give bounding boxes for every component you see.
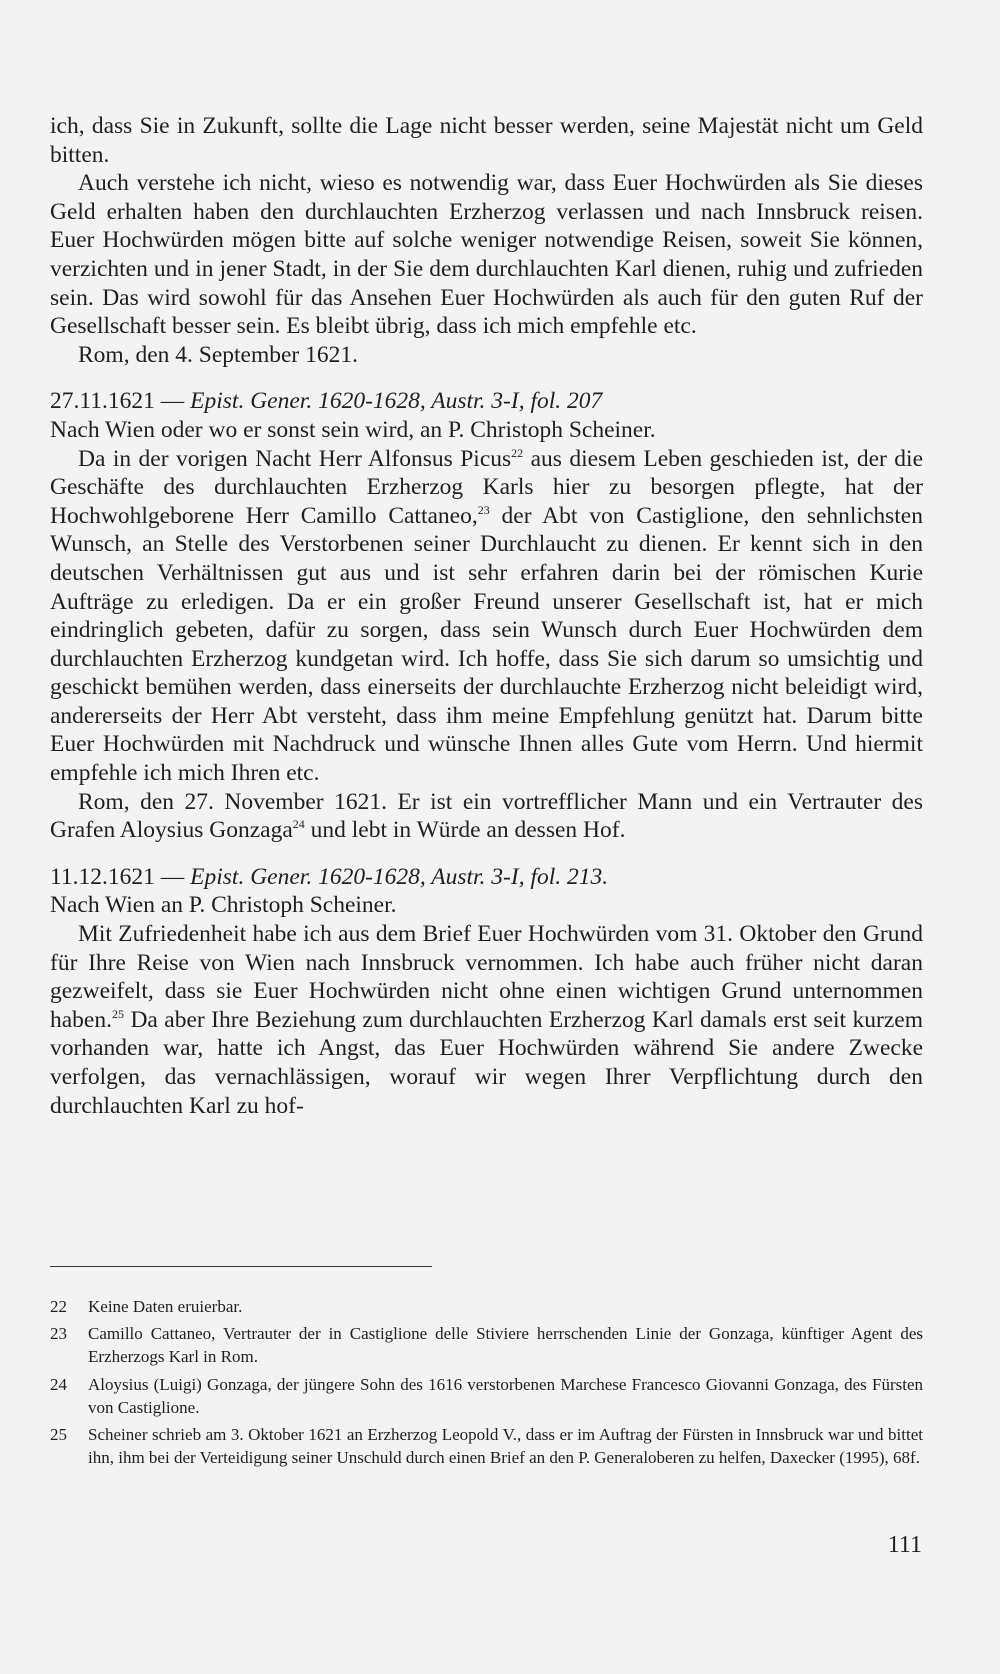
footnote-ref[interactable]: 23: [477, 502, 490, 517]
footnote: [50, 1322, 923, 1368]
footnote-text: Scheiner schrieb am 3. Oktober 1621 an Erzherzog Leopold V., dass er im Auftrag der Fürsten in Innsbruck war und bittet ihn, ihm bei der Verteidigung seiner Unschuld durch einen Brief an den P. Generaloberen zu helfen, Daxecker (1995), 68f.: [88, 1425, 923, 1468]
addressee-line: Nach Wien an P. Christoph Scheiner.: [50, 892, 397, 919]
footnote-text: Aloysius (Luigi) Gonzaga, der jüngere Sohn des 1616 verstorbenen Marchese Francesco Giovanni Gonzaga, des Fürsten von Castiglione.: [88, 1374, 923, 1417]
letter-heading: [50, 863, 923, 892]
paragraph: ich, dass Sie in Zukunft, sollte die Lage nicht besser werden, seine Majestät nicht um Geld bitten.: [50, 113, 923, 168]
addressee-line: Nach Wien oder wo er sonst sein wird, an P. Christoph Scheiner.: [50, 416, 656, 443]
main-text: [50, 112, 923, 1120]
letter-date: 11.12.1621 —: [50, 863, 185, 890]
footnote-number: 23: [50, 1324, 67, 1344]
paragraph: Mit Zufriedenheit habe ich aus dem Brief Euer Hochwürden vom 31. Oktober den Grund für Ihre Reise von Wien nach Innsbruck vernommen. Ich habe auch früher nicht daran gezweifelt, dass sie Euer Hochwürden nicht ohne einen wichtigen Grund unternommen haben.$^{25}$ Da aber Ihre Beziehung zum durchlauchten Erzherzog Karl damals erst seit kurzem vorhanden war, hatte ich Angst, das Euer Hochwürden während Sie andere Zwecke verfolgen, das vernachlässigen, worauf wir wegen Ihrer Verpflichtung durch den durchlauchten Karl zu hof-: [50, 921, 923, 1119]
footnote-number: 22: [50, 1297, 67, 1316]
letter-date: 27.11.1621 —: [50, 388, 185, 415]
footnote-ref[interactable]: 24: [292, 817, 305, 832]
archive-reference: Epist. Gener. 1620-1628, Austr. 3-I, fol. 207: [190, 388, 603, 415]
footnote-text: Keine Daten eruierbar.: [88, 1297, 243, 1316]
footnote-ref[interactable]: 22: [511, 445, 524, 460]
paragraph: Auch verstehe ich nicht, wieso es notwendig war, dass Euer Hochwürden als Sie dieses Geld erhalten haben den durchlauchten Erzherzog verlassen und nach Innsbruck reisen. Euer Hochwürden mögen bitte auf solche weniger notwendige Reisen, soweit Sie können, verzichten und in jener Stadt, in der Sie dem durchlauchten Karl dienen, ruhig und zufrieden sein. Das wird sowohl für das Ansehen Euer Hochwürden als auch für den guten Ruf der Gesellschaft besser sein. Es bleibt übrig, dass ich mich empfehle etc.: [50, 170, 923, 340]
footnote: [50, 1373, 923, 1419]
paragraph: Da in der vorigen Nacht Herr Alfonsus Picus$^{22}$ aus diesem Leben geschieden ist, der die Geschäfte des durchlauchten Erzherzog Karls hier zu besorgen pflegte, hat der Hochwohlgeborene Herr Camillo Cattaneo,$^{23}$ der Abt von Castiglione, den sehnlichsten Wunsch, an Stelle des Verstorbenen seiner Durchlaucht zu dienen. Er kennt sich in den deutschen Verhältnissen gut aus und ist sehr erfahren darin bei der römischen Kurie Aufträge zu erledigen. Da er ein großer Freund unserer Gesellschaft ist, hat er mich eindringlich gebeten, dafür zu sorgen, dass sein Wunsch durch Euer Hochwürden dem durchlauchten Erzherzog kundgetan wird. Ich hoffe, dass Sie sich darum so umsichtig und geschickt bemühen werden, dass einerseits der durchlauchte Erzherzog nicht beleidigt wird, andererseits der Herr Abt versteht, dass ihm meine Empfehlung genützt hat. Darum bitte Euer Hochwürden mit Nachdruck und wünsche Ihnen alles Gute vom Herrn. Und hiermit empfehle ich mich Ihren etc.: [50, 445, 923, 787]
footnotes: [50, 1295, 923, 1473]
footnote-number: 24: [50, 1374, 67, 1394]
footnote: [50, 1295, 923, 1318]
footnote-divider: [50, 1266, 432, 1267]
footnote-text: Camillo Cattaneo, Vertrauter der in Castiglione delle Stiviere herrschenden Linie der Gonzaga, künftiger Agent des Erzherzogs Karl in Rom.: [88, 1324, 923, 1367]
letter-heading: [50, 387, 923, 416]
paragraph: Rom, den 27. November 1621. Er ist ein vortrefflicher Mann und ein Vertrauter des Grafen Aloysius Gonzaga$^{24}$ und lebt in Würde an dessen Hof.: [50, 788, 923, 844]
footnote-number: 25: [50, 1425, 67, 1445]
footnote-ref[interactable]: 25: [112, 1006, 124, 1021]
closing-line: Rom, den 4. September 1621.: [78, 341, 359, 368]
archive-reference: Epist. Gener. 1620-1628, Austr. 3-I, fol. 213.: [190, 863, 609, 890]
footnote: [50, 1423, 923, 1469]
page-number: 111: [887, 1532, 922, 1558]
